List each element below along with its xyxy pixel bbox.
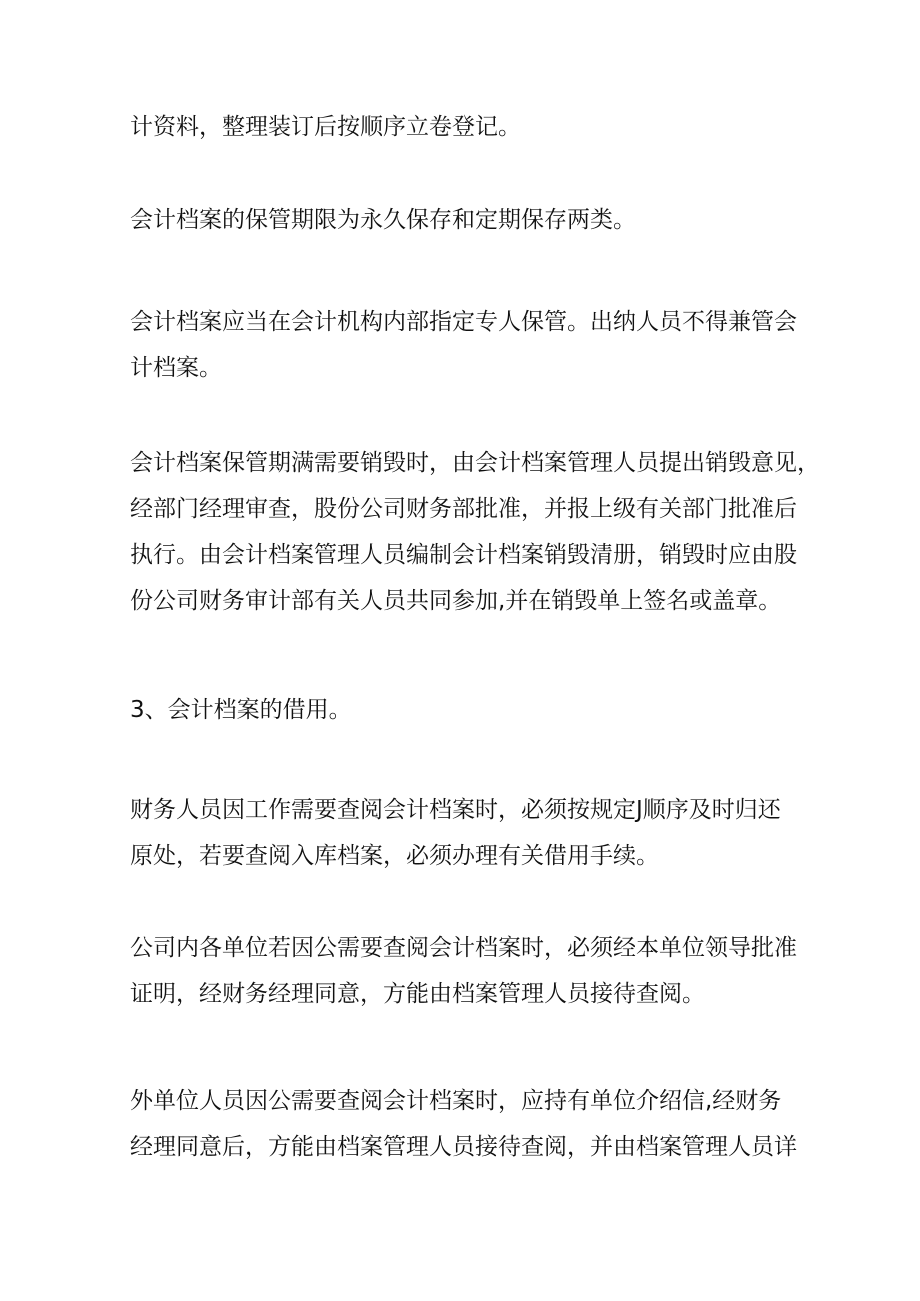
text-line: 计资料，整理装订后按顺序立卷登记。 [130, 114, 521, 140]
paragraph-destruction [130, 440, 820, 624]
text-line: 证明，经财务经理同意，方能由档案管理人员接待查阅。 [130, 981, 705, 1007]
text-line: 份公司财务审计部有关人员共同参加,并在销毁单上签名或盖章。 [130, 588, 782, 614]
paragraph-archiving [130, 104, 800, 150]
text-line: 原处，若要查阅入库档案，必须办理有关借用手续。 [130, 843, 659, 869]
text-line: 公司内各单位若因公需要查阅会计档案时，必须经本单位领导批准 [130, 935, 797, 961]
text-line: 会计档案的保管期限为永久保存和定期保存两类。 [130, 207, 636, 233]
text-line: 经理同意后，方能由档案管理人员接待查阅，并由档案管理人员详 [130, 1134, 797, 1160]
paragraph-retention-period [130, 197, 800, 243]
text-line: 外单位人员因公需要查阅会计档案时，应持有单位介绍信,经财务 [130, 1088, 782, 1114]
section-heading-borrowing [130, 687, 800, 733]
paragraph-custody [130, 299, 800, 391]
paragraph-staff-access [130, 787, 800, 879]
text-line: 经部门经理审查，股份公司财务部批准，并报上级有关部门批准后 [130, 496, 797, 522]
text-line: 会计档案应当在会计机构内部指定专人保管。出纳人员不得兼管会 [130, 309, 797, 335]
text-line: 计档案。 [130, 355, 222, 381]
text-line: 会计档案保管期满需要销毁时，由会计档案管理人员提出销毁意见， [130, 450, 820, 476]
text-line: 3、会计档案的借用。 [130, 697, 352, 723]
paragraph-internal-units-access [130, 925, 800, 1017]
paragraph-external-units-access [130, 1078, 800, 1170]
text-line: 执行。由会计档案管理人员编制会计档案销毁清册，销毁时应由股 [130, 542, 797, 568]
text-line: 财务人员因工作需要查阅会计档案时，必须按规定J顺序及时归还 [130, 797, 781, 823]
